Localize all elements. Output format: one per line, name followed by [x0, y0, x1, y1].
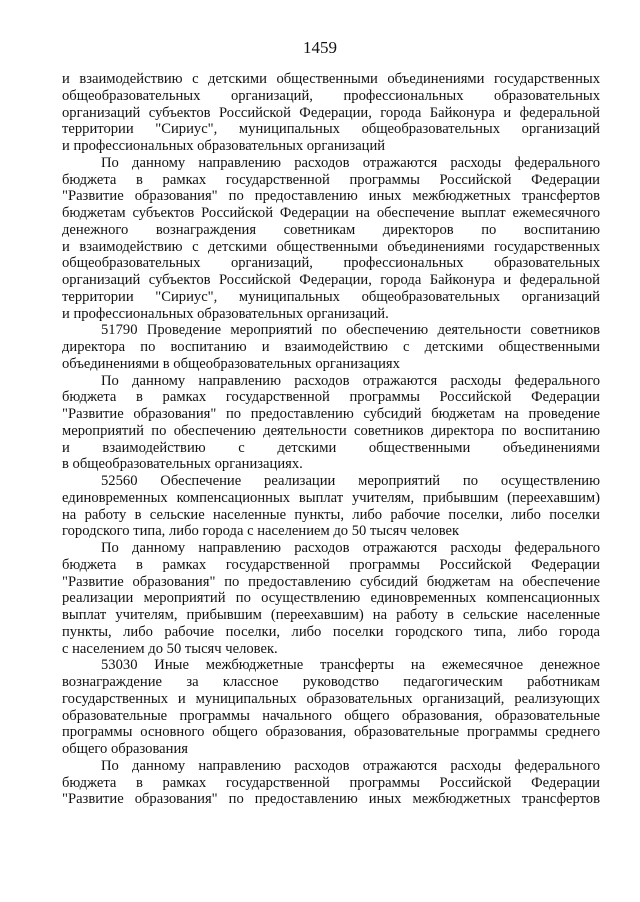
text-line: По данному направлению расходов отражаются расходы федерального — [101, 540, 600, 556]
text-line: общеобразовательных организаций, профессиональных образовательных — [62, 87, 600, 104]
text-line: бюджета в рамках государственной программы Российской Федерации — [62, 774, 600, 791]
text-line: директора по воспитанию и взаимодействию с детскими общественными — [62, 339, 600, 355]
text-line: 51790 Проведение мероприятий по обеспечению деятельности советников — [101, 322, 600, 339]
text-line: образовательные программы начального общего образования, образовательные — [62, 707, 600, 724]
text-line: бюджета в рамках государственной программы Российской Федерации — [62, 389, 600, 406]
text-line: территории "Сириус", муниципальных общеобразовательных организаций — [62, 288, 600, 305]
text-line: организаций субъектов Российской Федерации, города Байконура и федеральной — [62, 104, 600, 121]
text-line: денежного вознаграждения советникам директоров по воспитанию — [62, 221, 600, 238]
text-line: и взаимодействию с детскими общественными объединениями — [62, 439, 600, 456]
text-line: "Развитие образования" по предоставлению субсидий бюджетам на обеспечение — [62, 573, 600, 590]
text-line: бюджета в рамках государственной программы Российской Федерации — [62, 556, 600, 573]
text-line: реализации мероприятий по осуществлению единовременных компенсационных — [62, 590, 600, 607]
text-line: выплат учителям, прибывшим (переехавшим) на работу в сельские населенные — [62, 607, 600, 623]
text-line: объединениями в общеобразовательных организациях — [62, 355, 400, 372]
text-line: 52560 Обеспечение реализации мероприятий по осуществлению — [101, 473, 600, 489]
text-line: с населением до 50 тысяч человек. — [62, 640, 278, 657]
text-line: бюджетам субъектов Российской Федерации на обеспечение выплат ежемесячного — [62, 205, 600, 221]
text-line: территории "Сириус", муниципальных общеобразовательных организаций — [62, 121, 600, 138]
text-line: "Развитие образования" по предоставлению иных межбюджетных трансфертов — [62, 791, 600, 808]
text-line: 53030 Иные межбюджетные трансферты на ежемесячное денежное — [101, 657, 600, 674]
text-line: и взаимодействию с детскими общественными объединениями государственных — [62, 71, 600, 87]
text-line: мероприятий по обеспечению деятельности советников директора по воспитанию — [62, 422, 600, 439]
text-line: единовременных компенсационных выплат учителям, прибывшим (переехавшим) — [62, 489, 600, 506]
text-line: общеобразовательных организаций, профессиональных образовательных — [62, 255, 600, 272]
text-line: вознаграждение за классное руководство педагогическим работникам — [62, 674, 600, 690]
text-line: программы основного общего образования, образовательные программы среднего — [62, 724, 600, 741]
text-line: пункты, либо рабочие поселки, либо поселки городского типа, либо города — [62, 623, 600, 640]
text-line: общего образования — [62, 741, 188, 757]
text-line: организаций субъектов Российской Федерации, города Байконура и федеральной — [62, 272, 600, 288]
text-line: в общеобразовательных организациях. — [62, 456, 303, 473]
text-line: на работу в сельские населенные пункты, либо рабочие поселки, либо поселки — [62, 506, 600, 523]
document-body — [62, 71, 600, 808]
text-line: По данному направлению расходов отражаются расходы федерального — [101, 372, 600, 389]
text-line: По данному направлению расходов отражаются расходы федерального — [101, 154, 600, 171]
text-line: По данному направлению расходов отражаются расходы федерального — [101, 757, 600, 774]
text-line: и профессиональных образовательных организаций — [62, 138, 386, 154]
text-line: "Развитие образования" по предоставлению субсидий бюджетам на проведение — [62, 406, 600, 422]
text-line: городского типа, либо города с населением до 50 тысяч человек — [62, 523, 460, 540]
text-line: и взаимодействию с детскими общественными объединениями государственных — [62, 238, 600, 255]
text-line: и профессиональных образовательных организаций. — [62, 305, 389, 322]
text-line: государственных и муниципальных образовательных организаций, реализующих — [62, 690, 600, 707]
page-number: 1459 — [303, 38, 337, 57]
text-line: бюджета в рамках государственной программы Российской Федерации — [62, 171, 600, 188]
text-line: "Развитие образования" по предоставлению иных межбюджетных трансфертов — [62, 188, 600, 205]
